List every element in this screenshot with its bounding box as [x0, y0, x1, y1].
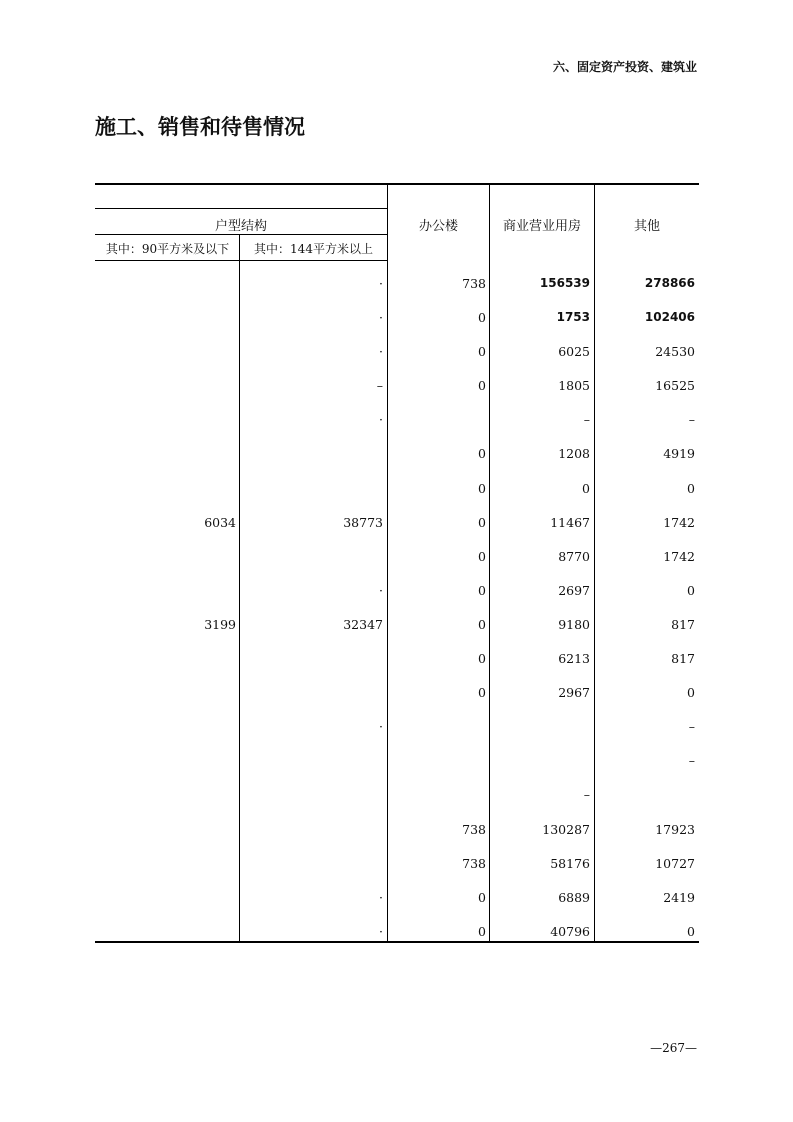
table-row — [0, 515, 793, 549]
cell-office: 738 — [462, 821, 486, 837]
cell-commercial: 1805 — [558, 378, 590, 394]
cell-office: 0 — [478, 446, 486, 462]
table-row — [0, 310, 793, 344]
cell-office: 0 — [478, 344, 486, 360]
table-row — [0, 856, 793, 890]
table-row — [0, 344, 793, 378]
chapter-header: 六、固定资产投资、建筑业 — [552, 60, 697, 74]
cell-commercial: 2967 — [558, 685, 590, 701]
header-other: 其他 — [633, 219, 660, 234]
cell-other: 0 — [687, 923, 695, 939]
cell-over-144sqm: · — [379, 310, 383, 326]
cell-office: 738 — [462, 855, 486, 871]
table-row — [0, 549, 793, 583]
cell-commercial: 6213 — [558, 651, 590, 667]
table-row — [0, 583, 793, 617]
cell-other: 0 — [687, 582, 695, 598]
header-office: 办公楼 — [418, 219, 458, 234]
header-commercial: 商业营业用房 — [502, 219, 581, 234]
cell-office: 0 — [478, 685, 486, 701]
cell-over-144sqm: · — [379, 889, 383, 905]
page-number: —267— — [650, 1041, 697, 1055]
header-bottom-rule — [95, 260, 388, 261]
cell-commercial: – — [583, 787, 590, 803]
cell-over-144sqm: · — [379, 344, 383, 360]
cell-other: 17923 — [655, 821, 695, 837]
cell-commercial: 130287 — [542, 821, 590, 837]
table-row — [0, 890, 793, 924]
cell-other: – — [688, 753, 695, 769]
table-row — [0, 412, 793, 446]
cell-other: 2419 — [663, 889, 695, 905]
table-row — [0, 378, 793, 412]
cell-other: 817 — [671, 651, 695, 667]
table-row — [0, 787, 793, 821]
cell-other: 0 — [687, 685, 695, 701]
cell-other: 4919 — [663, 446, 695, 462]
cell-commercial: 9180 — [558, 616, 590, 632]
cell-commercial: 6025 — [558, 344, 590, 360]
cell-office: 0 — [478, 582, 486, 598]
cell-over-144sqm: · — [379, 276, 383, 291]
cell-under-90sqm: 3199 — [204, 616, 236, 632]
cell-commercial: 0 — [582, 480, 590, 496]
page-title: 施工、销售和待售情况 — [95, 115, 305, 139]
cell-commercial: 40796 — [550, 923, 590, 939]
cell-commercial: 2697 — [558, 582, 590, 598]
cell-other: 817 — [671, 616, 695, 632]
cell-other: 1742 — [663, 514, 695, 530]
cell-commercial: 1753 — [556, 310, 590, 325]
cell-office: 0 — [478, 616, 486, 632]
group-header-bottom-rule — [95, 234, 388, 235]
cell-commercial: 156539 — [539, 276, 590, 290]
table-row — [0, 924, 793, 958]
cell-office: 0 — [478, 548, 486, 564]
cell-commercial: 11467 — [550, 514, 590, 530]
table-row — [0, 753, 793, 787]
table-row — [0, 617, 793, 651]
table-row — [0, 651, 793, 685]
header-under-90sqm: 其中：90平方米及以下 — [105, 242, 230, 256]
cell-other: – — [688, 412, 695, 428]
group-header-top-rule — [95, 208, 388, 209]
cell-other: 1742 — [663, 548, 695, 564]
cell-over-144sqm: 32347 — [343, 616, 383, 632]
cell-over-144sqm: · — [379, 923, 383, 939]
cell-over-144sqm: – — [376, 378, 383, 394]
cell-over-144sqm: · — [379, 719, 383, 735]
cell-other: 24530 — [655, 344, 695, 360]
header-unit-structure: 户型结构 — [214, 219, 267, 234]
cell-office: 0 — [478, 923, 486, 939]
cell-office: 0 — [478, 378, 486, 394]
cell-commercial: 58176 — [550, 855, 590, 871]
cell-office: 0 — [478, 480, 486, 496]
cell-commercial: 8770 — [558, 548, 590, 564]
cell-over-144sqm: · — [379, 412, 383, 428]
cell-other: 0 — [687, 480, 695, 496]
cell-office: 738 — [462, 276, 486, 291]
cell-commercial: – — [583, 412, 590, 428]
cell-office: 0 — [478, 514, 486, 530]
cell-other: 278866 — [644, 276, 695, 290]
cell-commercial: 1208 — [558, 446, 590, 462]
cell-commercial: 6889 — [558, 889, 590, 905]
cell-other: 16525 — [655, 378, 695, 394]
cell-office: 0 — [478, 889, 486, 905]
table-row — [0, 822, 793, 856]
header-over-144sqm: 其中：144平方米以上 — [254, 242, 373, 256]
cell-other: 102406 — [644, 310, 695, 325]
table-row — [0, 719, 793, 753]
table-row — [0, 446, 793, 480]
cell-over-144sqm: 38773 — [343, 514, 383, 530]
cell-office: 0 — [478, 651, 486, 667]
cell-office: 0 — [478, 310, 486, 326]
cell-under-90sqm: 6034 — [204, 514, 236, 530]
cell-other: 10727 — [655, 855, 695, 871]
table-row — [0, 276, 793, 310]
table-top-rule — [95, 183, 699, 185]
table-row — [0, 481, 793, 515]
cell-other: – — [688, 719, 695, 735]
cell-over-144sqm: · — [379, 582, 383, 598]
table-body — [0, 276, 793, 958]
table-row — [0, 685, 793, 719]
